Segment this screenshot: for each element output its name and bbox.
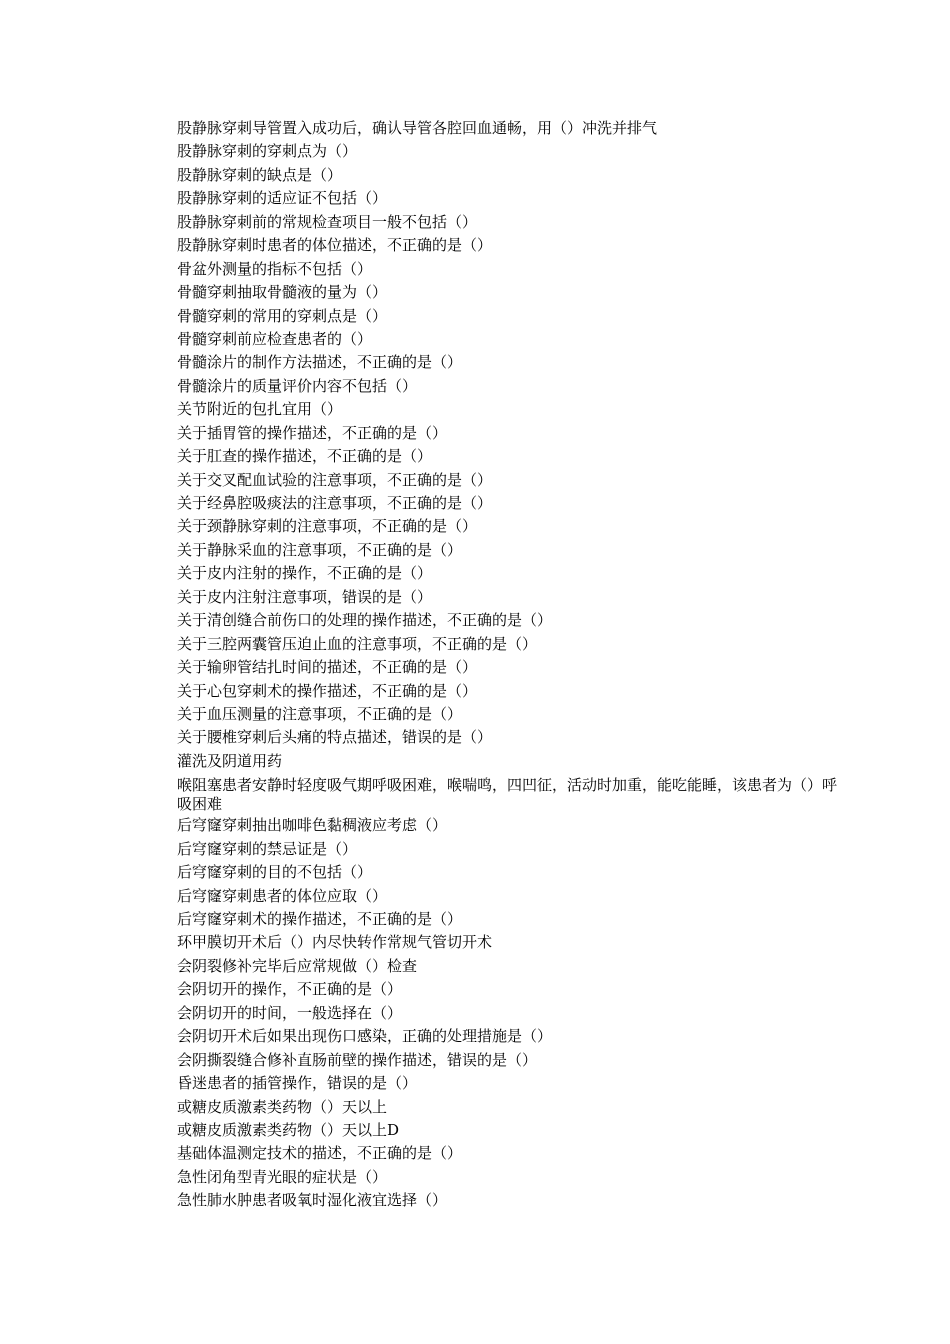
question-line: 关于经鼻腔吸痰法的注意事项，不正确的是（）	[177, 494, 493, 512]
question-line: 股静脉穿刺时患者的体位描述，不正确的是（）	[177, 236, 493, 255]
question-line: 关于皮内注射注意事项，错误的是（）	[177, 587, 433, 606]
question-line: 骨髓涂片的制作方法描述，不正确的是（）	[177, 353, 463, 372]
question-line: 关于颈静脉穿刺的注意事项，不正确的是（）	[177, 517, 478, 536]
question-line: 后穹窿穿刺术的操作描述，不正确的是（）	[177, 910, 463, 928]
question-line: 关于静脉采血的注意事项，不正确的是（）	[177, 540, 463, 559]
question-line: 环甲膜切开术后（）内尽快转作常规气管切开术	[177, 933, 493, 952]
question-line-wrapped: 喉阻塞患者安静时轻度吸气期呼吸困难，喉喘鸣，四凹征，活动时加重，能吃能睡，该患者为（）呼吸困难	[177, 776, 838, 814]
question-line: 关于血压测量的注意事项，不正确的是（）	[177, 704, 463, 723]
question-line: 会阴切开术后如果出现伤口感染，正确的处理措施是（）	[177, 1027, 553, 1046]
question-line: 关节附近的包扎宜用（）	[177, 400, 343, 419]
question-line: 会阴切开的操作，不正确的是（）	[177, 980, 403, 999]
question-line: 骨髓穿刺的常用的穿刺点是（）	[177, 306, 388, 325]
question-line: 股静脉穿刺的穿刺点为（）	[177, 142, 358, 161]
question-line: 会阴撕裂缝合修补直肠前壁的操作描述，错误的是（）	[177, 1050, 538, 1069]
question-line: 后穹窿穿刺抽出咖啡色黏稠液应考虑（）	[177, 816, 448, 835]
question-line: 后穹窿穿刺患者的体位应取（）	[177, 886, 388, 905]
question-line: 股静脉穿刺的缺点是（）	[177, 165, 343, 184]
question-line: 会阴切开的时间，一般选择在（）	[177, 1003, 403, 1022]
question-line: 骨髓穿刺抽取骨髓液的量为（）	[177, 283, 388, 302]
question-line: 股静脉穿刺的适应证不包括（）	[177, 189, 388, 208]
question-line: 关于腰椎穿刺后头痛的特点描述，错误的是（）	[177, 728, 493, 747]
question-line: 关于皮内注射的操作，不正确的是（）	[177, 564, 433, 583]
question-line: 后穹窿穿刺的禁忌证是（）	[177, 839, 358, 858]
question-line: 或糖皮质激素类药物（）天以上	[177, 1097, 388, 1116]
question-line: 关于清创缝合前伤口的处理的操作描述，不正确的是（）	[177, 611, 553, 630]
question-line: 骨盆外测量的指标不包括（）	[177, 259, 373, 278]
question-list	[177, 117, 837, 1213]
question-line: 关于输卵管结扎时间的描述，不正确的是（）	[177, 658, 478, 677]
question-line: 骨髓涂片的质量评价内容不包括（）	[177, 376, 418, 395]
question-line: 关于交叉配血试验的注意事项，不正确的是（）	[177, 470, 493, 489]
question-line: 关于心包穿刺术的操作描述，不正确的是（）	[177, 681, 478, 700]
question-line: 后穹窿穿刺的目的不包括（）	[177, 863, 373, 882]
question-line: 骨髓穿刺前应检查患者的（）	[177, 329, 373, 348]
question-line: 昏迷患者的插管操作，错误的是（）	[177, 1074, 418, 1093]
question-line: 股静脉穿刺导管置入成功后，确认导管各腔回血通畅，用（）冲洗并排气	[177, 119, 658, 137]
question-line: 关于肛查的操作描述，不正确的是（）	[177, 447, 433, 466]
question-line: 关于三腔两囊管压迫止血的注意事项，不正确的是（）	[177, 634, 538, 653]
question-line: 或糖皮质激素类药物（）天以上D	[177, 1120, 400, 1139]
question-line: 股静脉穿刺前的常规检查项目一般不包括（）	[177, 212, 478, 231]
question-line: 关于插胃管的操作描述，不正确的是（）	[177, 423, 448, 442]
question-line: 会阴裂修补完毕后应常规做（）检查	[177, 956, 418, 975]
question-line: 急性闭角型青光眼的症状是（）	[177, 1167, 388, 1186]
question-line: 急性肺水肿患者吸氧时湿化液宜选择（）	[177, 1191, 448, 1210]
question-line: 基础体温测定技术的描述，不正确的是（）	[177, 1144, 463, 1163]
question-line: 灌洗及阴道用药	[177, 751, 283, 770]
